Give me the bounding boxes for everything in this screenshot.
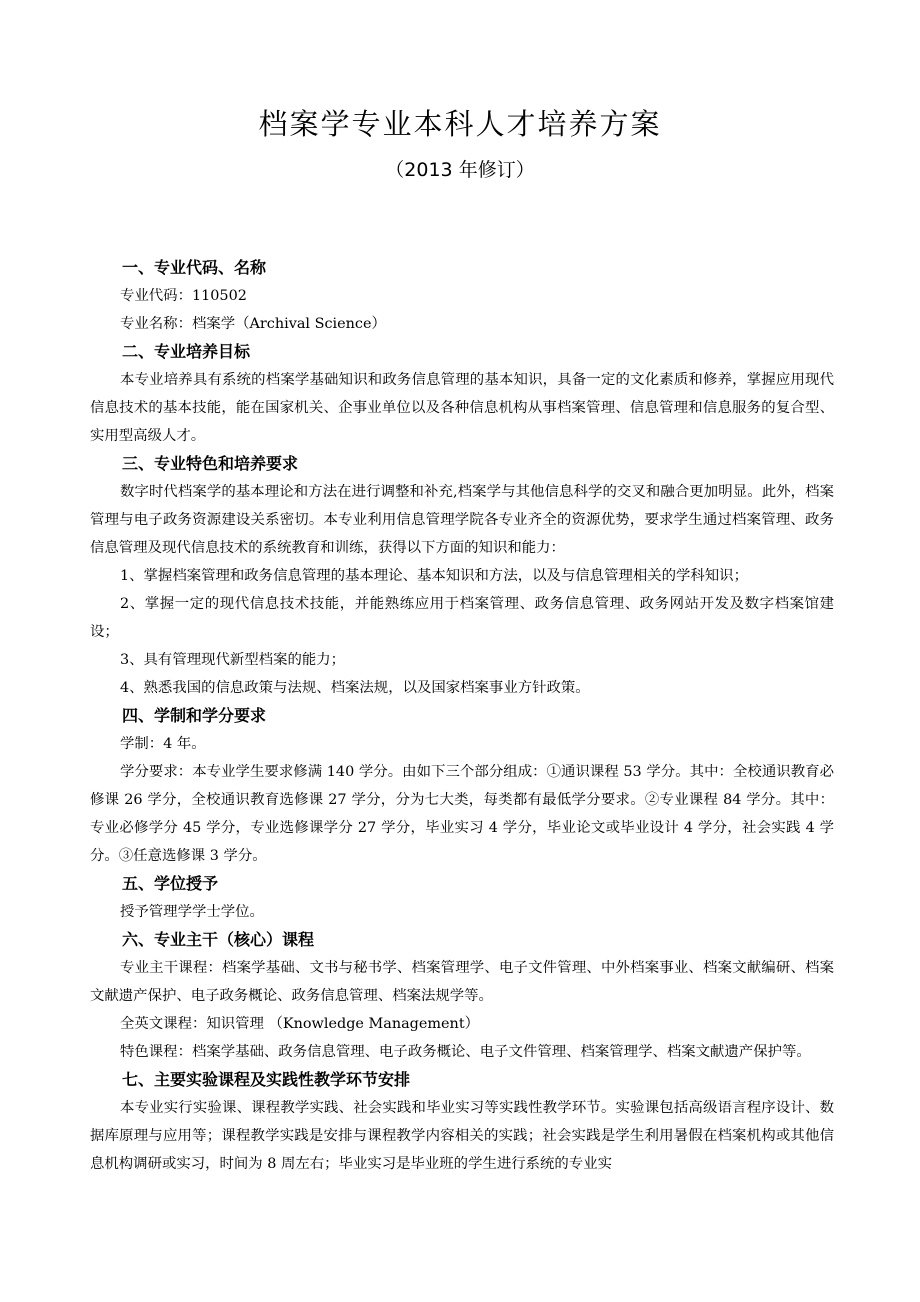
document-body bbox=[90, 254, 834, 1178]
paragraph: 全英文课程：知识管理 （Knowledge Management） bbox=[120, 1016, 480, 1032]
section-heading: 七、主要实验课程及实践性教学环节安排 bbox=[122, 1070, 411, 1089]
paragraph: 特色课程：档案学基础、政务信息管理、电子政务概论、电子文件管理、档案管理学、档案文献遗产保护等。 bbox=[120, 1044, 811, 1060]
section-heading: 五、学位授予 bbox=[122, 874, 219, 893]
document-title: 档案学专业本科人才培养方案 bbox=[258, 107, 662, 141]
paragraph: 学制：4 年。 bbox=[120, 736, 206, 752]
section-heading: 二、专业培养目标 bbox=[122, 342, 251, 361]
section-heading: 四、学制和学分要求 bbox=[122, 706, 267, 725]
paragraph: 本专业实行实验课、课程教学实践、社会实践和毕业实习等实践性教学环节。实验课包括高级语言程序设计、数据库原理与应用等；课程教学实践是安排与课程教学内容相关的实践；社会实践是学生利用暑假在档案机构或其他信息机构调研或实习，时间为 8 周左右；毕业实习是毕业班的学生进行系统的专业实 bbox=[90, 1100, 834, 1172]
list-item: 4、熟悉我国的信息政策与法规、档案法规，以及国家档案事业方针政策。 bbox=[120, 680, 590, 696]
list-item: 1、掌握档案管理和政务信息管理的基本理论、基本知识和方法，以及与信息管理相关的学科知识； bbox=[120, 568, 748, 584]
section-heading: 六、专业主干（核心）课程 bbox=[122, 930, 315, 949]
section-heading: 一、专业代码、名称 bbox=[122, 258, 267, 277]
section-heading: 三、专业特色和培养要求 bbox=[122, 454, 299, 473]
paragraph: 数字时代档案学的基本理论和方法在进行调整和补充,档案学与其他信息科学的交叉和融合更加明显。此外，档案管理与电子政务资源建设关系密切。本专业利用信息管理学院各专业齐全的资源优势，要求学生通过档案管理、政务信息管理及现代信息技术的系统教育和训练，获得以下方面的知识和能力： bbox=[90, 484, 834, 556]
list-item: 3、具有管理现代新型档案的能力； bbox=[120, 652, 346, 668]
paragraph: 专业主干课程：档案学基础、文书与秘书学、档案管理学、电子文件管理、中外档案事业、档案文献编研、档案文献遗产保护、电子政务概论、政务信息管理、档案法规学等。 bbox=[90, 960, 834, 1004]
document-subtitle: （2013 年修订） bbox=[385, 159, 535, 181]
paragraph: 专业名称：档案学（Archival Science） bbox=[120, 316, 386, 332]
paragraph: 学分要求：本专业学生要求修满 140 学分。由如下三个部分组成：①通识课程 53 学分。其中：全校通识教育必修课 26 学分，全校通识教育选修课 27 学分，分为七大类，每类都有最低学分要求。②专业课程 84 学分。其中：专业必修学分 45 学分，专业选修课学分 27 学分，毕业实习 4 学分，毕业论文或毕业设计 4 学分，社会实践 4 学分。③任意选修课 3 学分。 bbox=[90, 764, 834, 864]
paragraph: 专业代码：110502 bbox=[120, 288, 247, 304]
paragraph: 授予管理学学士学位。 bbox=[120, 904, 264, 920]
list-item: 2、掌握一定的现代信息技术技能，并能熟练应用于档案管理、政务信息管理、政务网站开发及数字档案馆建设； bbox=[90, 596, 834, 640]
paragraph: 本专业培养具有系统的档案学基础知识和政务信息管理的基本知识，具备一定的文化素质和修养，掌握应用现代信息技术的基本技能，能在国家机关、企事业单位以及各种信息机构从事档案管理、信息管理和信息服务的复合型、实用型高级人才。 bbox=[90, 372, 834, 444]
